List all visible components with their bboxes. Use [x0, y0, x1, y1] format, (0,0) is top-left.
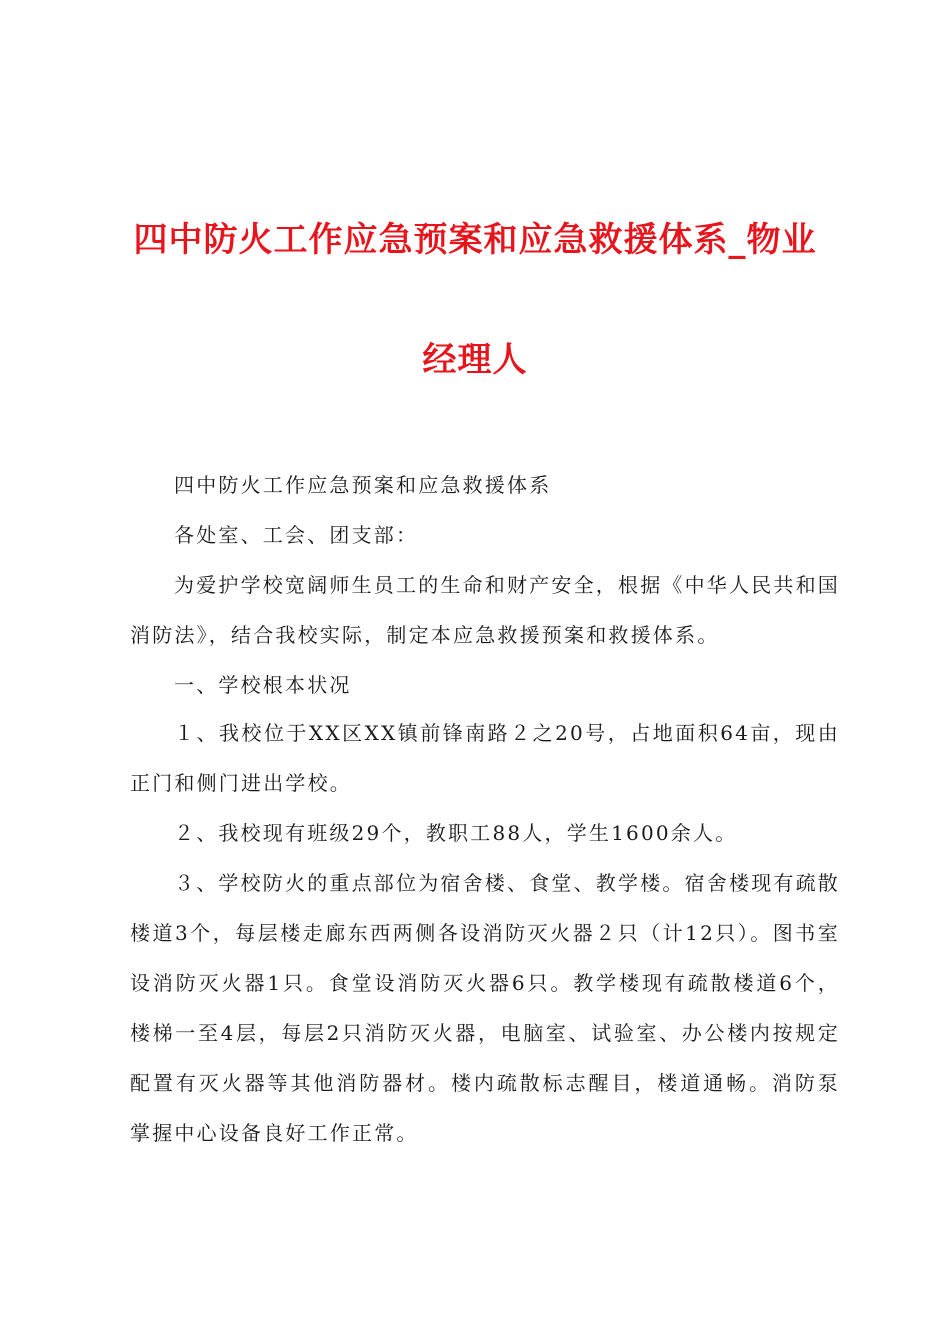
section-heading-basic-status: 一、学校根本状况: [174, 673, 352, 697]
document-title-line-2: 经理人: [422, 340, 528, 380]
paragraph-heading: 四中防火工作应急预案和应急救援体系: [174, 473, 552, 497]
paragraph-item-2: ２、我校现有班级29个，教职工88人，学生1600余人。: [174, 821, 738, 845]
paragraph-purpose: 为爱护学校宽阔师生员工的生命和财产安全，根据《中华人民共和国消防法》，结合我校实际，制定本应急救援预案和救援体系。: [130, 573, 840, 647]
paragraph-item-3: ３、学校防火的重点部位为宿舍楼、食堂、教学楼。宿舍楼现有疏散楼道3个，每层楼走廊东西两侧各设消防灭火器２只（计12只）。图书室设消防灭火器1只。食堂设消防灭火器6只。教学楼现有疏散楼道6个，楼梯一至4层，每层2只消防灭火器，电脑室、试验室、办公楼内按规定配置有灭火器等其他消防器材。楼内疏散标志醒目，楼道通畅。消防泵掌握中心设备良好工作正常。: [130, 871, 840, 1145]
paragraph-salutation: 各处室、工会、团支部：: [174, 523, 419, 547]
document-title-line-1: 四中防火工作应急预案和应急救援体系_物业: [133, 220, 817, 260]
paragraph-item-1: １、我校位于XX区XX镇前锋南路２之20号，占地面积64亩，现由正门和侧门进出学校。: [130, 721, 840, 795]
